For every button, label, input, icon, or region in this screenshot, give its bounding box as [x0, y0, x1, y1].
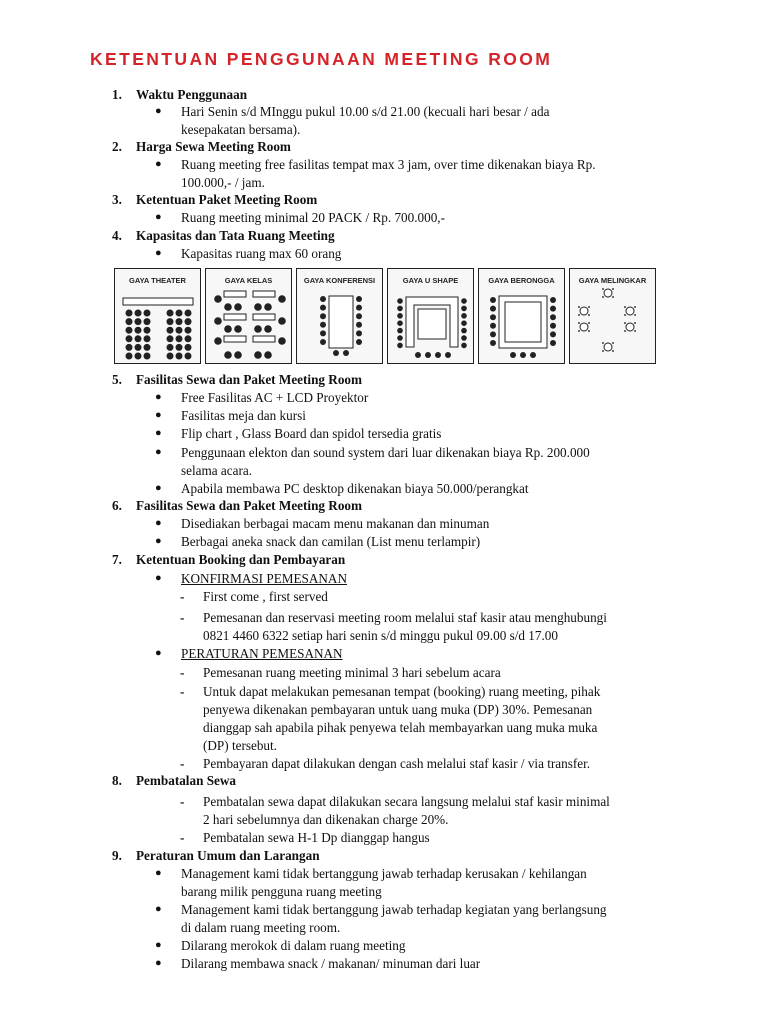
- subheading-konfirmasi: KONFIRMASI PEMESANAN: [181, 571, 347, 586]
- section-2-number: 2.: [112, 139, 122, 154]
- list-item: Flip chart , Glass Board dan spidol tersedia gratis: [181, 426, 442, 441]
- list-item: Fasilitas meja dan kursi: [181, 408, 306, 423]
- list-item: barang milik pengguna ruang meeting: [181, 884, 382, 899]
- seat-dot: [144, 318, 151, 325]
- seat-dot: [356, 313, 362, 319]
- seat-dot: [397, 335, 403, 341]
- seat-dot: [167, 335, 174, 342]
- seat-dot: [185, 344, 192, 351]
- melingkar-diagram: [570, 269, 657, 365]
- seat-dot: [435, 352, 441, 358]
- seat-dot: [126, 310, 133, 317]
- berongga-diagram: [479, 269, 566, 365]
- list-item: Berbagai aneka snack dan camilan (List menu terlampir): [181, 534, 481, 549]
- seat-dot: [445, 352, 451, 358]
- section-1-heading: Waktu Penggunaan: [136, 87, 248, 102]
- page-title: KETENTUAN PENGGUNAAN MEETING ROOM: [90, 49, 553, 69]
- dash-icon: -: [180, 589, 185, 604]
- list-item: selama acara.: [181, 463, 253, 478]
- seat-dot: [510, 352, 516, 358]
- seating-layouts: [114, 268, 656, 364]
- u-shape-diagram: [388, 269, 475, 365]
- seat-dot: [185, 327, 192, 334]
- seat-dot: [530, 352, 536, 358]
- bullet-icon: ●: [155, 647, 162, 659]
- subheading-peraturan: PERATURAN PEMESANAN: [181, 646, 343, 661]
- seat-dot: [397, 298, 403, 304]
- layout-u-shape: GAYA U SHAPE: [387, 268, 474, 364]
- list-item: Free Fasilitas AC + LCD Proyektor: [181, 390, 369, 405]
- seat-dot: [461, 335, 467, 341]
- seat-dot: [176, 327, 183, 334]
- bullet-icon: ●: [155, 867, 162, 879]
- list-item: penyewa dikenakan pembayaran untuk uang muka (DP) 30%. Pemesanan: [203, 702, 593, 717]
- list-item: 2 hari sebelumnya dan dikenakan charge 20%.: [203, 812, 449, 827]
- list-item: Hari Senin s/d MInggu pukul 10.00 s/d 21.00 (kecuali hari besar / ada: [181, 104, 550, 119]
- seat-dot: [356, 339, 362, 345]
- list-item: Apabila membawa PC desktop dikenakan biaya 50.000/perangkat: [181, 481, 529, 496]
- seat-dot: [461, 306, 467, 312]
- seat-dot: [550, 331, 556, 337]
- seat-dot: [185, 318, 192, 325]
- list-item: (DP) tersebut.: [203, 738, 277, 753]
- bullet-icon: ●: [155, 427, 162, 439]
- layout-theater: GAYA THEATER: [114, 268, 201, 364]
- seat-dot: [333, 350, 339, 356]
- seat-dot: [135, 353, 142, 360]
- dash-icon: -: [180, 610, 185, 625]
- seat-dot: [144, 344, 151, 351]
- bullet-icon: ●: [155, 572, 162, 584]
- seat-dot: [490, 297, 496, 303]
- list-item: Pemesanan ruang meeting minimal 3 hari sebelum acara: [203, 665, 501, 680]
- seat-dot: [167, 353, 174, 360]
- list-item: Ruang meeting minimal 20 PACK / Rp. 700.000,-: [181, 210, 445, 225]
- seat-dot: [135, 335, 142, 342]
- seat-dot: [144, 310, 151, 317]
- seat-dot: [520, 352, 526, 358]
- bullet-icon: ●: [155, 211, 162, 223]
- section-4-number: 4.: [112, 228, 122, 243]
- list-item: Kapasitas ruang max 60 orang: [181, 246, 342, 261]
- bullet-icon: ●: [155, 535, 162, 547]
- seat-dot: [461, 328, 467, 334]
- konferensi-diagram: [297, 269, 384, 365]
- layout-berongga: GAYA BERONGGA: [478, 268, 565, 364]
- seat-dot: [490, 331, 496, 337]
- list-item: Dilarang membawa snack / makanan/ minuman dari luar: [181, 956, 481, 971]
- list-item: Dilarang merokok di dalam ruang meeting: [181, 938, 406, 953]
- seat-dot: [461, 343, 467, 349]
- layout-konferensi: GAYA KONFERENSI: [296, 268, 383, 364]
- seat-dot: [320, 330, 326, 336]
- bullet-icon: ●: [155, 957, 162, 969]
- seat-dot: [490, 340, 496, 346]
- seat-dot: [320, 322, 326, 328]
- section-6-number: 6.: [112, 498, 122, 513]
- seat-dot: [135, 318, 142, 325]
- seat-dot: [461, 320, 467, 326]
- seat-dot: [397, 306, 403, 312]
- seat-dot: [176, 353, 183, 360]
- seat-dot: [135, 327, 142, 334]
- list-item: Pembatalan sewa H-1 Dp dianggap hangus: [203, 830, 430, 845]
- dash-icon: -: [180, 756, 185, 771]
- layout-kelas: GAYA KELAS: [205, 268, 292, 364]
- theater-diagram: [115, 269, 202, 365]
- seat-dot: [126, 353, 133, 360]
- kelas-diagram: [206, 269, 293, 365]
- seat-dot: [356, 296, 362, 302]
- seat-dot: [320, 296, 326, 302]
- section-5-heading: Fasilitas Sewa dan Paket Meeting Room: [136, 372, 363, 387]
- list-item: di dalam ruang meeting room.: [181, 920, 341, 935]
- section-5-number: 5.: [112, 372, 122, 387]
- seat-dot: [550, 323, 556, 329]
- section-4-heading: Kapasitas dan Tata Ruang Meeting: [136, 228, 335, 243]
- section-7-heading: Ketentuan Booking dan Pembayaran: [136, 552, 346, 567]
- seat-dot: [550, 314, 556, 320]
- list-item: Disediakan berbagai macam menu makanan dan minuman: [181, 516, 490, 531]
- list-item: Ruang meeting free fasilitas tempat max 3 jam, over time dikenakan biaya Rp.: [181, 157, 596, 172]
- seat-dot: [356, 305, 362, 311]
- list-item: Pemesanan dan reservasi meeting room melalui staf kasir atau menghubungi: [203, 610, 607, 625]
- section-9-number: 9.: [112, 848, 122, 863]
- seat-dot: [550, 340, 556, 346]
- dash-icon: -: [180, 830, 185, 845]
- seat-dot: [126, 318, 133, 325]
- seat-dot: [320, 313, 326, 319]
- seat-dot: [461, 298, 467, 304]
- seat-dot: [490, 306, 496, 312]
- list-item: Penggunaan elekton dan sound system dari luar dikenakan biaya Rp. 200.000: [181, 445, 590, 460]
- bullet-icon: ●: [155, 409, 162, 421]
- list-item: First come , first served: [203, 589, 328, 604]
- section-8-heading: Pembatalan Sewa: [136, 773, 237, 788]
- list-item: Pembayaran dapat dilakukan dengan cash melalui staf kasir / via transfer.: [203, 756, 591, 771]
- seat-dot: [397, 320, 403, 326]
- seat-dot: [343, 350, 349, 356]
- seat-dot: [185, 310, 192, 317]
- seat-dot: [397, 328, 403, 334]
- seat-dot: [176, 335, 183, 342]
- seat-dot: [144, 353, 151, 360]
- list-item: dianggap sah apabila pihak penyewa telah membayarkan uang muka muka: [203, 720, 598, 735]
- list-item: 0821 4460 6322 setiap hari senin s/d minggu pukul 09.00 s/d 17.00: [203, 628, 558, 643]
- bullet-icon: ●: [155, 903, 162, 915]
- seat-dot: [167, 310, 174, 317]
- list-item: Pembatalan sewa dapat dilakukan secara langsung melalui staf kasir minimal: [203, 794, 610, 809]
- seat-dot: [461, 313, 467, 319]
- seat-dot: [167, 344, 174, 351]
- list-item: Management kami tidak bertanggung jawab terhadap kegiatan yang berlangsung: [181, 902, 607, 917]
- list-item: Untuk dapat melakukan pemesanan tempat (booking) ruang meeting, pihak: [203, 684, 601, 699]
- seat-dot: [397, 343, 403, 349]
- bullet-icon: ●: [155, 105, 162, 117]
- dash-icon: -: [180, 684, 185, 699]
- seat-dot: [176, 344, 183, 351]
- seat-dot: [126, 344, 133, 351]
- list-item: Management kami tidak bertanggung jawab terhadap kerusakan / kehilangan: [181, 866, 587, 881]
- dash-icon: -: [180, 665, 185, 680]
- seat-dot: [185, 353, 192, 360]
- seat-dot: [176, 318, 183, 325]
- seat-dot: [356, 330, 362, 336]
- bullet-icon: ●: [155, 482, 162, 494]
- seat-dot: [126, 327, 133, 334]
- seat-dot: [490, 323, 496, 329]
- bullet-icon: ●: [155, 446, 162, 458]
- seat-dot: [144, 327, 151, 334]
- seat-dot: [397, 313, 403, 319]
- seat-dot: [185, 335, 192, 342]
- seat-dot: [550, 306, 556, 312]
- section-6-heading: Fasilitas Sewa dan Paket Meeting Room: [136, 498, 363, 513]
- seat-dot: [490, 314, 496, 320]
- list-item: kesepakatan bersama).: [181, 122, 301, 137]
- bullet-icon: ●: [155, 391, 162, 403]
- seat-dot: [320, 305, 326, 311]
- seat-dot: [126, 335, 133, 342]
- dash-icon: -: [180, 794, 185, 809]
- seat-dot: [550, 297, 556, 303]
- section-7-number: 7.: [112, 552, 122, 567]
- seat-dot: [167, 327, 174, 334]
- bullet-icon: ●: [155, 158, 162, 170]
- bullet-icon: ●: [155, 939, 162, 951]
- seat-dot: [415, 352, 421, 358]
- seat-dot: [425, 352, 431, 358]
- section-8-number: 8.: [112, 773, 122, 788]
- section-3-heading: Ketentuan Paket Meeting Room: [136, 192, 318, 207]
- seat-dot: [135, 310, 142, 317]
- bullet-icon: ●: [155, 517, 162, 529]
- section-3-number: 3.: [112, 192, 122, 207]
- list-item: 100.000,- / jam.: [181, 175, 265, 190]
- seat-dot: [135, 344, 142, 351]
- section-1-number: 1.: [112, 87, 122, 102]
- seat-dot: [320, 339, 326, 345]
- seat-dot: [167, 318, 174, 325]
- seat-dot: [176, 310, 183, 317]
- section-2-heading: Harga Sewa Meeting Room: [136, 139, 291, 154]
- bullet-icon: ●: [155, 247, 162, 259]
- section-9-heading: Peraturan Umum dan Larangan: [136, 848, 320, 863]
- layout-melingkar: GAYA MELINGKAR: [569, 268, 656, 364]
- seat-dot: [356, 322, 362, 328]
- seat-dot: [144, 335, 151, 342]
